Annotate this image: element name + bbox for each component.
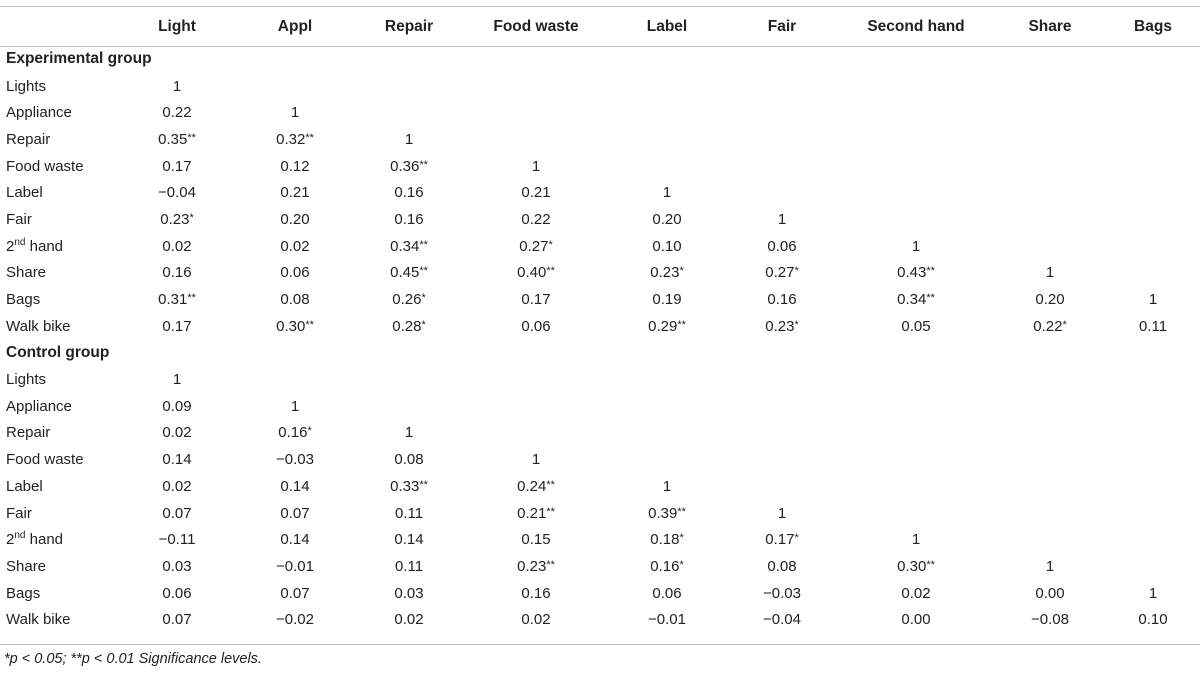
table-cell [1106,473,1200,500]
header-cell: Label [646,17,688,35]
table-cell [1106,179,1200,206]
table-cell [838,446,994,473]
table-cell: 0.36** [390,157,428,175]
table-cell [354,393,464,420]
row-label [0,233,118,260]
significance-stars: * [679,532,684,545]
table-cell: 0.17 [162,157,192,175]
footnote: *p < 0.05; **p < 0.01 Significance levels. [4,651,262,667]
table-cell: 0.06 [280,264,310,282]
table-cell: 1 [1045,264,1055,282]
table-cell [994,99,1106,126]
significance-stars: * [794,265,799,278]
header-cell: Share [1028,17,1072,35]
table-cell: 0.35** [158,130,196,148]
significance-stars: ** [187,131,196,144]
table-cell: 0.24** [517,477,555,495]
table-cell: 0.14 [162,451,192,469]
significance-stars: ** [419,265,428,278]
table-cell: 0.15 [521,531,551,549]
row-label-superscript: nd [14,530,26,542]
table-row [0,73,1200,100]
table-cell: 0.14 [280,531,310,549]
table-cell: 0.21 [280,184,310,202]
table-cell: 0.32** [276,130,314,148]
table-cell: 0.00 [901,611,931,629]
table-cell [1106,420,1200,447]
table-cell [994,206,1106,233]
row-label-text: 2 [6,531,15,549]
table-cell: 0.09 [162,397,192,415]
table-cell: 0.34** [390,237,428,255]
table-row [0,126,1200,153]
table-cell: 0.17 [521,291,551,309]
table-cell [1106,366,1200,393]
table-row [0,286,1200,313]
table-cell: 0.16* [650,557,684,575]
table-row [0,206,1200,233]
row-label-superscript: nd [14,236,26,248]
table-cell [994,526,1106,553]
table-cell [464,366,608,393]
table-cell: 0.11 [1138,317,1168,335]
table-row [0,153,1200,180]
significance-stars: ** [677,505,686,518]
table-cell: 0.02 [394,611,424,629]
table-cell [464,73,608,100]
table-cell [1106,260,1200,287]
significance-stars: ** [419,478,428,491]
table-cell [838,179,994,206]
header-cell: Appl [277,17,313,35]
table-cell: 1 [1148,291,1158,309]
row-label: Walk bike [6,317,71,335]
table-cell [608,126,726,153]
table-cell: 1 [1148,584,1158,602]
table-cell: −0.01 [276,557,314,575]
significance-stars: * [189,211,194,224]
table-cell [354,99,464,126]
correlation-table [0,7,1200,633]
table-cell: 0.12 [280,157,310,175]
row-label: Label [6,477,43,495]
table-cell [994,73,1106,100]
table-cell: 1 [911,531,921,549]
table-row [0,313,1200,340]
row-label-text: 2 [6,237,15,255]
table-cell: 0.00 [1035,584,1065,602]
table-cell: 0.07 [280,584,310,602]
table-cell: 0.21 [521,184,551,202]
table-row [0,99,1200,126]
significance-stars: * [307,425,312,438]
row-label: Food waste [6,157,84,175]
table-cell [726,446,838,473]
significance-stars: ** [677,318,686,331]
table-cell: 0.06 [652,584,682,602]
table-cell: 1 [911,237,921,255]
row-label: Appliance [6,104,72,122]
table-cell [726,366,838,393]
table-cell: −0.04 [158,184,196,202]
row-label-text: hand [25,531,64,549]
table-cell [1106,446,1200,473]
table-cell: 0.02 [162,477,192,495]
table-cell [726,393,838,420]
table-cell [838,393,994,420]
header-cell: Food waste [493,17,579,35]
table-cell [994,366,1106,393]
table-cell [354,73,464,100]
table-cell: 0.11 [394,504,424,522]
table-cell: 0.40** [517,264,555,282]
table-cell [726,99,838,126]
table-cell: 0.10 [1138,611,1168,629]
table-cell [464,420,608,447]
significance-stars: * [679,558,684,571]
table-cell: 0.18* [650,531,684,549]
significance-stars: * [421,292,426,305]
header-cell: Second hand [867,17,965,35]
row-label: Lights [6,77,47,95]
table-cell: 1 [290,397,300,415]
table-cell: 0.16 [394,210,424,228]
table-row [0,366,1200,393]
table-cell [994,420,1106,447]
row-label: Repair [6,424,51,442]
row-label: Bags [6,291,41,309]
table-row [0,233,1200,260]
significance-stars: ** [187,292,196,305]
significance-stars: ** [305,318,314,331]
row-label: Share [6,264,47,282]
table-cell: 1 [662,477,672,495]
table-cell: −0.03 [276,451,314,469]
table-cell: 0.07 [280,504,310,522]
table-cell [726,179,838,206]
table-cell: 0.16* [278,424,312,442]
table-cell: 0.02 [901,584,931,602]
table-cell: 1 [172,77,182,95]
table-cell: 1 [1045,557,1055,575]
table-cell [726,420,838,447]
table-cell: 0.34** [897,291,935,309]
table-cell [1106,553,1200,580]
group-title: Control group [6,343,110,361]
table-cell: 1 [777,504,787,522]
table-cell [838,366,994,393]
table-cell: 0.02 [162,237,192,255]
table-cell [726,473,838,500]
row-label: Label [6,184,43,202]
table-cell: 0.02 [162,424,192,442]
row-label: Repair [6,130,51,148]
table-cell: 0.30** [897,557,935,575]
table-cell: 0.17 [162,317,192,335]
significance-stars: ** [419,238,428,251]
table-cell: 0.33** [390,477,428,495]
table-cell: −0.03 [763,584,801,602]
table-cell [994,233,1106,260]
significance-stars: * [1062,318,1067,331]
table-cell: 0.08 [280,291,310,309]
table-cell: −0.04 [763,611,801,629]
row-label: Lights [6,371,47,389]
table-cell [726,73,838,100]
table-cell [838,153,994,180]
table-cell [838,73,994,100]
table-cell [994,500,1106,527]
table-cell: 0.43** [897,264,935,282]
table-cell: 0.03 [162,557,192,575]
table-cell [838,473,994,500]
table-cell: 0.11 [394,557,424,575]
table-cell: 0.22 [162,104,192,122]
table-cell: 0.23* [765,317,799,335]
table-cell: 0.10 [652,237,682,255]
group-header-row [0,46,1200,73]
table-row [0,420,1200,447]
table-cell: 0.06 [767,237,797,255]
table-cell [1106,526,1200,553]
table-cell: 0.07 [162,611,192,629]
header-cell: Fair [767,17,797,35]
row-label-text: hand [25,237,64,255]
table-cell: 1 [777,210,787,228]
row-label: Fair [6,504,32,522]
significance-stars: ** [926,265,935,278]
table-cell: −0.11 [158,531,196,549]
table-cell [994,473,1106,500]
table-row [0,473,1200,500]
row-label: Bags [6,584,41,602]
table-cell: 0.23* [160,210,194,228]
table-cell: 1 [172,371,182,389]
table-cell: 0.23* [650,264,684,282]
table-cell: 0.14 [280,477,310,495]
significance-stars: * [421,318,426,331]
table-cell: 0.16 [162,264,192,282]
group-header-row [0,340,1200,367]
table-cell: 1 [531,157,541,175]
table-cell: 0.03 [394,584,424,602]
table-row [0,526,1200,553]
table-cell: 0.06 [162,584,192,602]
row-label: Fair [6,210,32,228]
table-cell [464,99,608,126]
table-row [0,500,1200,527]
table-cell [236,366,354,393]
table-cell [838,420,994,447]
table-cell: 0.29** [648,317,686,335]
table-cell: 0.16 [521,584,551,602]
table-cell: 0.16 [394,184,424,202]
table-cell [608,420,726,447]
table-row [0,260,1200,287]
table-cell: −0.01 [648,611,686,629]
table-cell [1106,500,1200,527]
table-cell: 1 [404,424,414,442]
table-cell: 1 [404,130,414,148]
table-cell: 0.07 [162,504,192,522]
table-row [0,393,1200,420]
table-cell: 0.19 [652,291,682,309]
significance-stars: ** [926,558,935,571]
table-cell: −0.02 [276,611,314,629]
table-cell: 0.20 [1035,291,1065,309]
row-label: Share [6,557,47,575]
significance-stars: * [548,238,553,251]
table-cell [464,126,608,153]
table-cell [236,73,354,100]
significance-stars: * [794,318,799,331]
table-cell [994,393,1106,420]
table-cell: −0.08 [1031,611,1069,629]
table-cell [1106,73,1200,100]
table-body [0,46,1200,633]
header-cell: Light [158,17,196,35]
table-cell: 0.17* [765,531,799,549]
row-label [0,526,118,553]
table-row [0,606,1200,633]
table-cell: 0.21** [517,504,555,522]
table-cell [608,153,726,180]
table-row [0,179,1200,206]
table-cell: 0.30** [276,317,314,335]
table-cell: 1 [290,104,300,122]
table-cell: 0.28* [392,317,426,335]
table-cell [354,366,464,393]
table-cell [838,99,994,126]
table-cell: 0.16 [767,291,797,309]
significance-stars: ** [546,558,555,571]
table-cell: 0.39** [648,504,686,522]
header-cell: Bags [1134,17,1172,35]
table-cell [994,179,1106,206]
table-cell [608,446,726,473]
table-cell: 1 [531,451,541,469]
table-cell: 0.14 [394,531,424,549]
table-row [0,580,1200,607]
table-cell [608,393,726,420]
table-cell: 0.02 [280,237,310,255]
table-cell: 0.02 [521,611,551,629]
significance-stars: ** [419,158,428,171]
group-title: Experimental group [6,50,152,68]
table-cell [994,446,1106,473]
significance-stars: ** [926,292,935,305]
table-cell: 1 [662,184,672,202]
row-label: Food waste [6,451,84,469]
table-cell [608,73,726,100]
table-cell: 0.20 [652,210,682,228]
header-cell: Repair [384,17,434,35]
table-cell: 0.27* [765,264,799,282]
table-cell: 0.31** [158,291,196,309]
table-cell [464,393,608,420]
table-cell: 0.20 [280,210,310,228]
table-row [0,446,1200,473]
significance-stars: ** [305,131,314,144]
row-label: Walk bike [6,611,71,629]
significance-stars: ** [546,505,555,518]
table-cell [838,206,994,233]
table-cell [608,366,726,393]
table-cell: 0.26* [392,291,426,309]
table-cell [1106,206,1200,233]
significance-stars: * [679,265,684,278]
table-cell: 0.45** [390,264,428,282]
significance-stars: * [794,532,799,545]
table-cell [838,500,994,527]
table-cell [994,126,1106,153]
table-cell [1106,393,1200,420]
table-cell [994,153,1106,180]
significance-stars: ** [546,265,555,278]
table-cell: 0.22* [1033,317,1067,335]
row-label: Appliance [6,397,72,415]
table-cell: 0.08 [767,557,797,575]
table-row [0,553,1200,580]
table-cell [1106,153,1200,180]
table-cell: 0.08 [394,451,424,469]
table-cell: 0.22 [521,210,551,228]
table-cell [608,99,726,126]
table-cell [1106,99,1200,126]
header-cell [0,7,118,46]
table-cell: 0.05 [901,317,931,335]
table-cell: 0.23** [517,557,555,575]
significance-stars: ** [546,478,555,491]
table-cell [726,126,838,153]
table-cell [838,126,994,153]
table-cell: 0.27* [519,237,553,255]
table-cell [1106,126,1200,153]
table-cell: 0.06 [521,317,551,335]
table-cell [726,153,838,180]
table-cell [1106,233,1200,260]
header-row [0,7,1200,46]
bottom-rule [0,644,1200,645]
